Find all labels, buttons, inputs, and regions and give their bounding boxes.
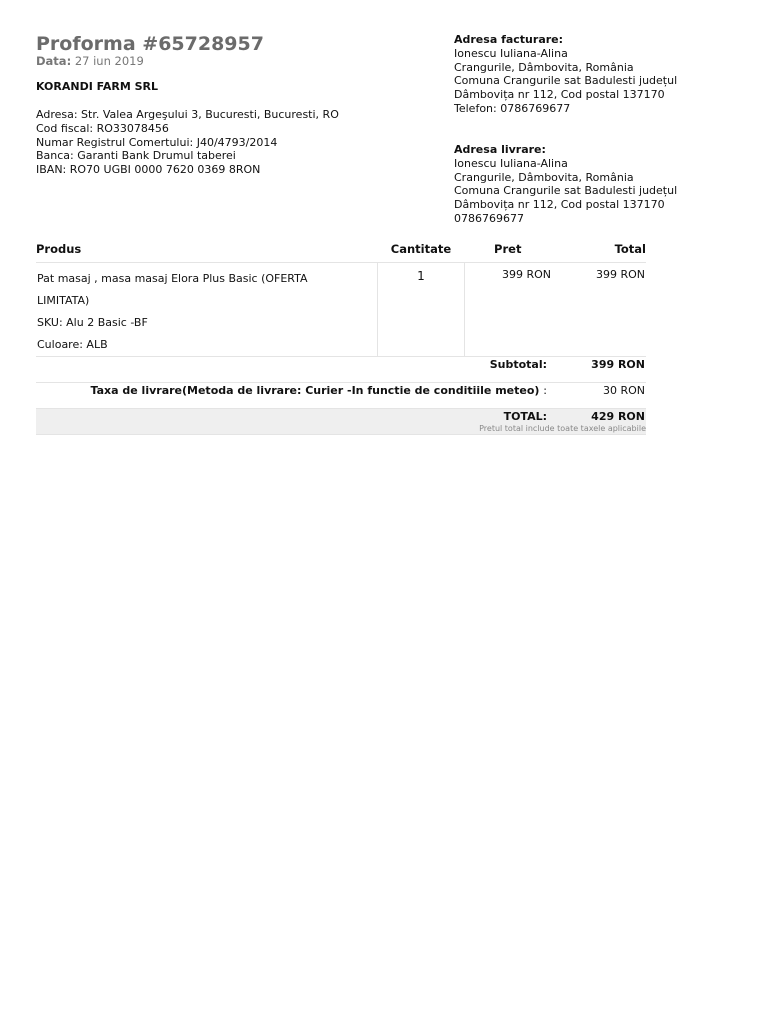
shipping-line: Ionescu Iuliana-Alina (454, 156, 568, 170)
product-color: Culoare: ALB (37, 338, 108, 351)
shipping-fee-colon: : (543, 384, 547, 397)
seller-bank: Banca: Garanti Bank Drumul taberei (36, 149, 236, 163)
seller-address: Adresa: Str. Valea Argeşului 3, Bucuresti, Bucuresti, RO (36, 108, 339, 121)
product-cell (36, 263, 378, 357)
subtotal-label: Subtotal: (36, 357, 551, 383)
date-label: Data: (36, 54, 72, 68)
billing-line: Comuna Crangurile sat Badulesti județul (454, 74, 678, 88)
billing-line: Crangurile, Dâmbovita, România (454, 60, 634, 74)
billing-line: Dâmbovița nr 112, Cod postal 137170 (454, 88, 665, 102)
shipping-line: Crangurile, Dâmbovita, România (454, 170, 634, 184)
page-title: Proforma #65728957 (36, 33, 264, 55)
billing-address (454, 33, 754, 116)
shipping-line: Dâmbovița nr 112, Cod postal 137170 (454, 198, 665, 212)
date-value: 27 iun 2019 (74, 54, 144, 68)
table-header-row (36, 240, 646, 263)
column-header-product: Produs (36, 240, 378, 263)
products-table (36, 240, 646, 435)
seller-iban: IBAN: RO70 UGBI 0000 7620 0369 8RON (36, 163, 261, 177)
subtotal-value: 399 RON (551, 357, 646, 383)
shipping-heading: Adresa livrare: (454, 143, 546, 156)
document-date (36, 54, 144, 68)
shipping-line: Comuna Crangurile sat Badulesti județul (454, 184, 678, 198)
seller-name: KORANDI FARM SRL (36, 80, 159, 93)
column-header-total: Total (551, 240, 646, 263)
product-sku: SKU: Alu 2 Basic -BF (37, 316, 148, 329)
product-name-line: Pat masaj , masa masaj Elora Plus Basic (OFERTA (37, 272, 308, 285)
shipping-address (454, 143, 754, 226)
seller-info (36, 108, 339, 177)
product-total: 399 RON (551, 263, 646, 357)
shipping-fee-value: 30 RON (551, 383, 646, 409)
product-price: 399 RON (465, 263, 552, 357)
billing-heading: Adresa facturare: (454, 33, 564, 46)
product-name-line: LIMITATA) (37, 294, 90, 307)
table-row (36, 263, 646, 357)
shipping-fee-row (36, 383, 646, 409)
column-header-price: Pret (465, 240, 552, 263)
column-header-quantity: Cantitate (378, 240, 465, 263)
product-quantity: 1 (378, 263, 465, 357)
total-label: TOTAL: (36, 409, 551, 435)
shipping-fee-label: Taxa de livrare(Metoda de livrare: Curier -In functie de conditiile meteo) (90, 384, 540, 397)
shipping-line: 0786769677 (454, 211, 524, 225)
subtotal-row (36, 357, 646, 383)
footer-note: Pretul total include toate taxele aplicabile (479, 424, 646, 433)
total-value: 429 RON (551, 409, 646, 435)
seller-registry: Numar Registrul Comertului: J40/4793/2014 (36, 135, 278, 149)
product-name (37, 268, 376, 312)
shipping-fee-label-cell (36, 383, 551, 409)
billing-line: Ionescu Iuliana-Alina (454, 46, 568, 60)
seller-fiscal-code: Cod fiscal: RO33078456 (36, 121, 169, 135)
billing-line: Telefon: 0786769677 (454, 101, 571, 115)
